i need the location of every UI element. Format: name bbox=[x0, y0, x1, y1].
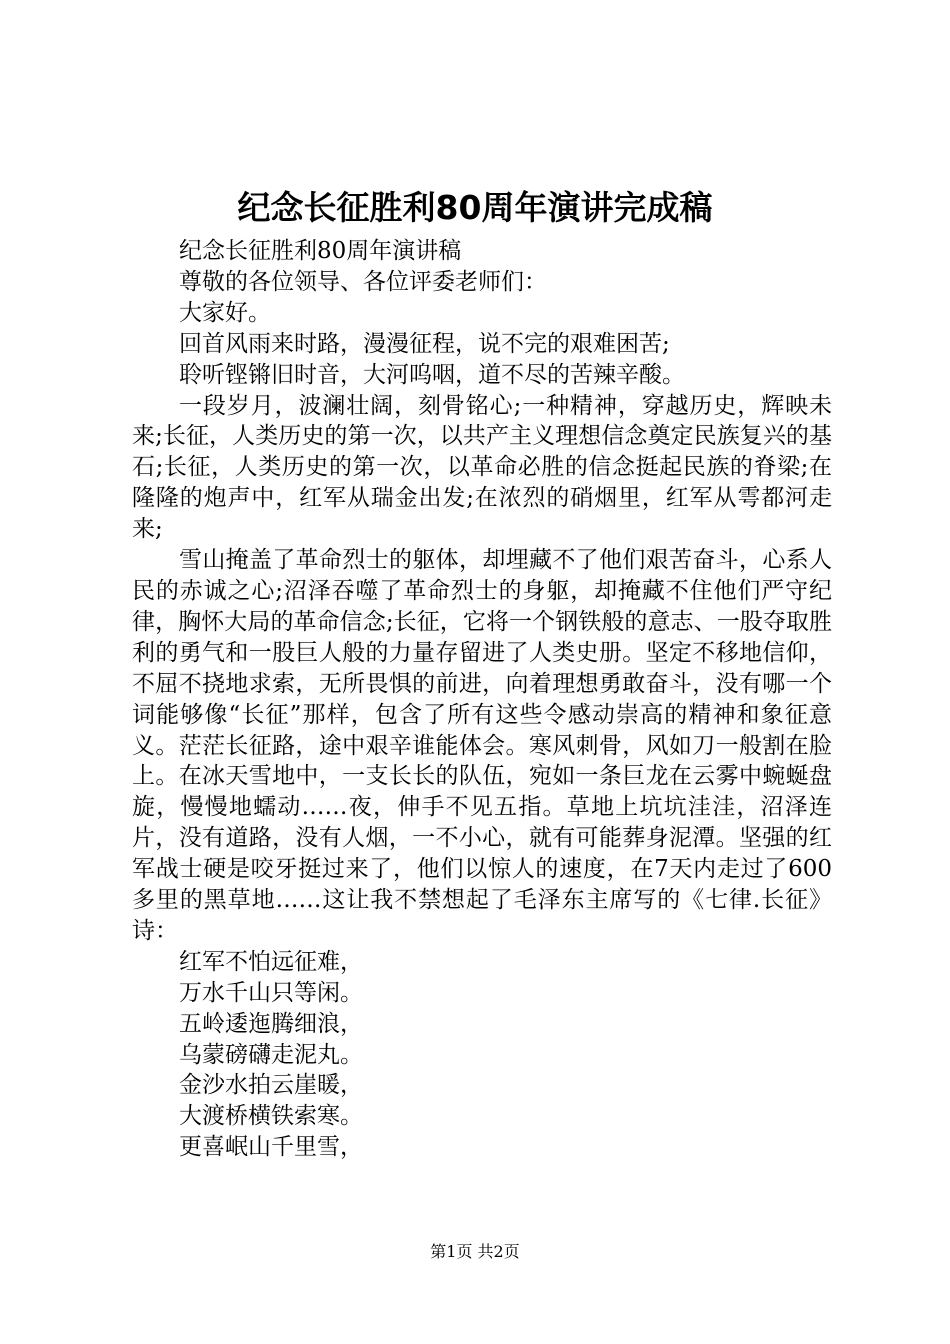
poem-line: 红军不怕远征难， bbox=[179, 948, 363, 975]
poem-line: 五岭逶迤腾细浪， bbox=[179, 1010, 363, 1037]
document-body bbox=[132, 236, 832, 1163]
intro-verse-line: 回首风雨来时路，漫漫征程，说不完的艰难困苦; bbox=[179, 330, 670, 357]
body-paragraph: 一段岁月，波澜壮阔，刻骨铭心;一种精神，穿越历史，辉映未来;长征，人类历史的第一次，以共产主义理想信念奠定民族复兴的基石;长征，人类历史的第一次，以革命必胜的信念挺起民族的脊梁;在隆隆的炮声中，红军从瑞金出发;在浓烈的硝烟里，红军从雩都河走来; bbox=[132, 392, 832, 543]
body-paragraph: 雪山掩盖了革命烈士的躯体，却埋藏不了他们艰苦奋斗，心系人民的赤诚之心;沼泽吞噬了革命烈士的身躯，却掩藏不住他们严守纪律，胸怀大局的革命信念;长征，它将一个钢铁般的意志、一股夺取胜利的勇气和一股巨人般的力量存留进了人类史册。坚定不移地信仰，不屈不挠地求索，无所畏惧的前进，向着理想勇敢奋斗，没有哪一个词能够像“长征”那样，包含了所有这些令感动崇高的精神和象征意义。茫茫长征路，途中艰辛谁能体会。寒风刺骨，风如刀一般割在脸上。在冰天雪地中，一支长长的队伍，宛如一条巨龙在云雾中蜿蜒盘旋，慢慢地蠕动……夜，伸手不见五指。草地上坑坑洼洼，沼泽连片，没有道路，没有人烟，一不小心，就有可能葬身泥潭。坚强的红军战士硬是咬牙挺过来了，他们以惊人的速度，在7天内走过了600多里的黑草地……这让我不禁想起了毛泽东主席写的《七律.长征》诗： bbox=[132, 547, 832, 944]
poem-line: 大渡桥横铁索寒。 bbox=[179, 1103, 363, 1130]
poem-line: 更喜岷山千里雪， bbox=[179, 1134, 363, 1161]
document-title: 纪念长征胜利80周年演讲完成稿 bbox=[237, 188, 713, 227]
greeting: 大家好。 bbox=[179, 299, 271, 326]
poem-line: 金沙水拍云崖暖， bbox=[179, 1072, 363, 1099]
intro-verse-line: 聆听铿锵旧时音，大河呜咽，道不尽的苦辣辛酸。 bbox=[179, 361, 685, 388]
salutation: 尊敬的各位领导、各位评委老师们： bbox=[179, 268, 547, 295]
page-footer: 第1页 共2页 bbox=[430, 1242, 520, 1261]
poem-line: 万水千山只等闲。 bbox=[179, 979, 363, 1006]
document-subtitle: 纪念长征胜利80周年演讲稿 bbox=[179, 238, 462, 264]
poem-line: 乌蒙磅礴走泥丸。 bbox=[179, 1041, 363, 1068]
